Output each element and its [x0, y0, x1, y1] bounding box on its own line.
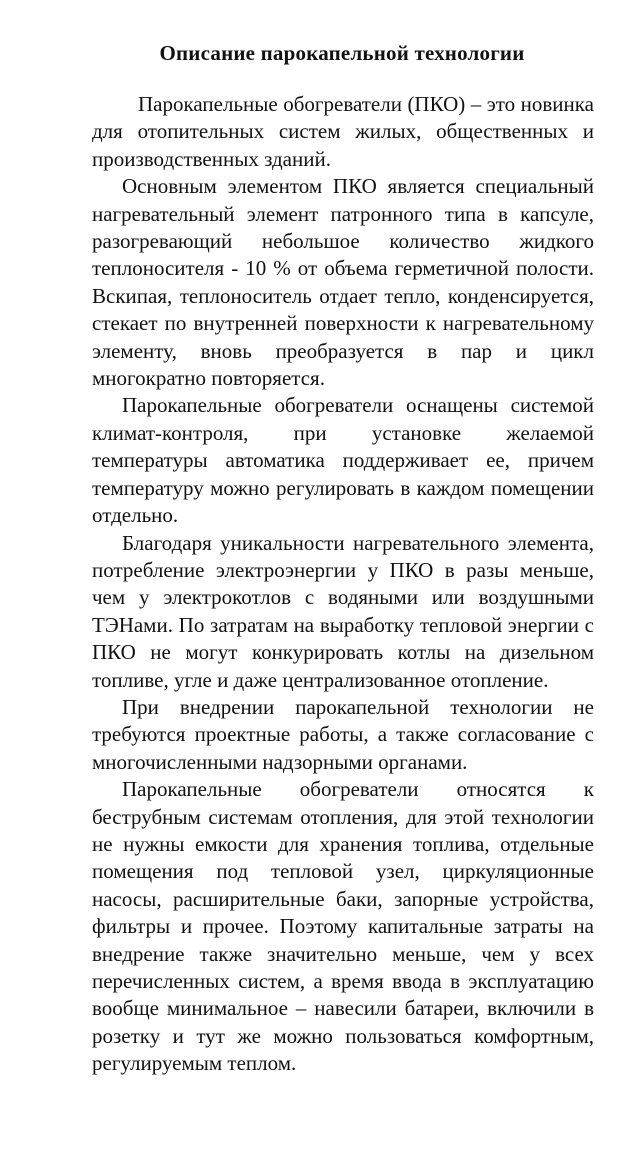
paragraph: Парокапельные обогреватели (ПКО) – это новинка для отопительных систем жилых, общественных и производственных зданий.	[92, 92, 594, 171]
paragraph: Основным элементом ПКО является специальный нагревательный элемент патронного типа в капсуле, разогревающий небольшое количество жидкого теплоносителя - 10 % от объема герметичной полости. Вскипая, теплоноситель отдает тепло, конденсируется, стекает по внутренней поверхности к нагревательному элементу, вновь преобразуется в пар и цикл многократно повторяется.	[92, 174, 594, 391]
document-body	[92, 91, 594, 1078]
paragraph: Благодаря уникальности нагревательного элемента, потребление электроэнергии у ПКО в разы меньше, чем у электрокотлов с водяными или воздушными ТЭНами. По затратам на выработку тепловой энергии с ПКО не могут конкурировать котлы на дизельном топливе, угле и даже централизованное отопление.	[92, 530, 594, 692]
paragraph: Парокапельные обогреватели относятся к беструбным системам отопления, для этой технологии не нужны емкости для хранения топлива, отдельные помещения под тепловой узел, циркуляционные насосы, расширительные баки, запорные устройства, фильтры и прочее. Поэтому капитальные затраты на внедрение также значительно меньше, чем у всех перечисленных систем, а время ввода в эксплуатацию вообще минимальное – навесили батареи, включили в розетку и тут же можно пользоваться комфортным, регулируемым теплом.	[92, 777, 594, 1076]
paragraph: Парокапельные обогреватели оснащены системой климат-контроля, при установке желаемой температуры автоматика поддерживает ее, причем температуру можно регулировать в каждом помещении отдельно.	[92, 393, 594, 528]
document-title: Описание парокапельной технологии	[159, 41, 525, 65]
paragraph: При внедрении парокапельной технологии не требуются проектные работы, а также согласование с многочисленными надзорными органами.	[92, 694, 594, 774]
